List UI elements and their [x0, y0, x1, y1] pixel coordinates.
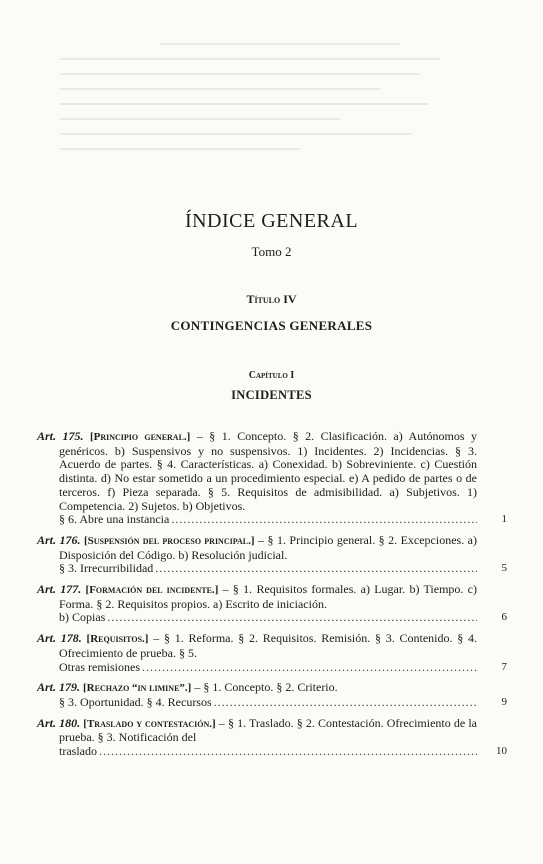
page-number: 10 [496, 745, 507, 758]
dot-leader [142, 661, 477, 675]
page-number: 5 [501, 562, 507, 575]
page-number: 9 [501, 695, 507, 708]
article-heading: [Rechazo “in limine”.] [83, 682, 192, 695]
dot-leader [171, 513, 477, 527]
index-entry[interactable] [37, 632, 507, 674]
article-heading: [Traslado y contestación.] [83, 717, 216, 730]
page-number: 1 [501, 513, 507, 526]
article-summary-end: traslado [59, 744, 97, 759]
article-number: Art. 178. [37, 631, 82, 646]
index-entry[interactable] [37, 583, 507, 625]
article-summary-end: Otras remisiones [59, 659, 140, 674]
dot-leader [214, 696, 477, 710]
index-title: ÍNDICE GENERAL [184, 210, 359, 232]
index-entry[interactable] [37, 534, 507, 576]
article-number: Art. 179. [37, 680, 81, 695]
page-number: 7 [501, 660, 507, 673]
article-number: Art. 180. [37, 715, 81, 730]
index-entry[interactable] [37, 681, 507, 709]
volume-subtitle: Tomo 2 [251, 244, 292, 259]
index-entry[interactable] [37, 717, 507, 759]
bleed-through-text [60, 30, 460, 180]
article-summary-end: b) Copias [59, 610, 106, 625]
article-number: Art. 176. [37, 532, 81, 547]
dot-leader [155, 562, 477, 576]
article-heading: [Requisitos.] [86, 633, 149, 646]
article-summary-end: § 3. Oportunidad. § 4. Recursos [59, 694, 212, 709]
article-summary: – § 1. Concepto. § 2. Criterio. [194, 680, 338, 695]
page-number: 6 [501, 611, 507, 624]
article-summary: – § 1. Principio general. § 2. Excepciones. a) Disposición del Código. b) Resolución judicial. [59, 532, 478, 562]
index-entries [37, 430, 507, 766]
article-heading: [Principio general.] [89, 431, 191, 443]
article-summary: – § 1. Reforma. § 2. Requisitos. Remisión. § 3. Contenido. § 4. Ofrecimiento de prueba. § 5. [59, 631, 478, 660]
article-summary: – § 1. Concepto. § 2. Clasificación. a) Autónomos y genéricos. b) Suspensivos y no suspensivos. 1) Incidentes. 2) Incidencias. § 3. Acuerdo de partes. § 4. Características. a) Conexidad. b) Sobreviniente. c) Cuestión distinta. d) No estar sometido a un procedimiento especial. e) A pedido de partes o de terceros. f) Pieza separada. § 5. Requisitos de admisibilidad. a) Subjetivos. 1) Competencia. 2) Sujetos. b) Objetivos. [59, 429, 478, 513]
dot-leader [99, 745, 477, 759]
dot-leader [107, 611, 477, 625]
article-number: Art. 175. [37, 429, 84, 443]
article-summary: – § 1. Requisitos formales. a) Lugar. b) Tiempo. c) Forma. § 2. Requisitos propios. a) Escrito de iniciación. [59, 582, 477, 611]
article-summary-end: § 6. Abre una instancia [59, 512, 170, 527]
article-summary: – § 1. Traslado. § 2. Contestación. Ofrecimiento de la prueba. § 3. Notificación del [59, 715, 478, 745]
article-heading: [Suspensión del proceso principal.] [83, 534, 255, 547]
chapter-number: Capítulo I [248, 370, 295, 381]
article-summary-end: § 3. Irrecurribilidad [59, 561, 154, 576]
article-number: Art. 177. [37, 582, 82, 597]
article-heading: [Formación del incidente.] [85, 584, 219, 597]
title-number: Título IV [246, 292, 297, 306]
chapter-name: INCIDENTES [231, 388, 312, 402]
index-entry[interactable] [37, 430, 507, 527]
title-name: CONTINGENCIAS GENERALES [170, 318, 373, 333]
